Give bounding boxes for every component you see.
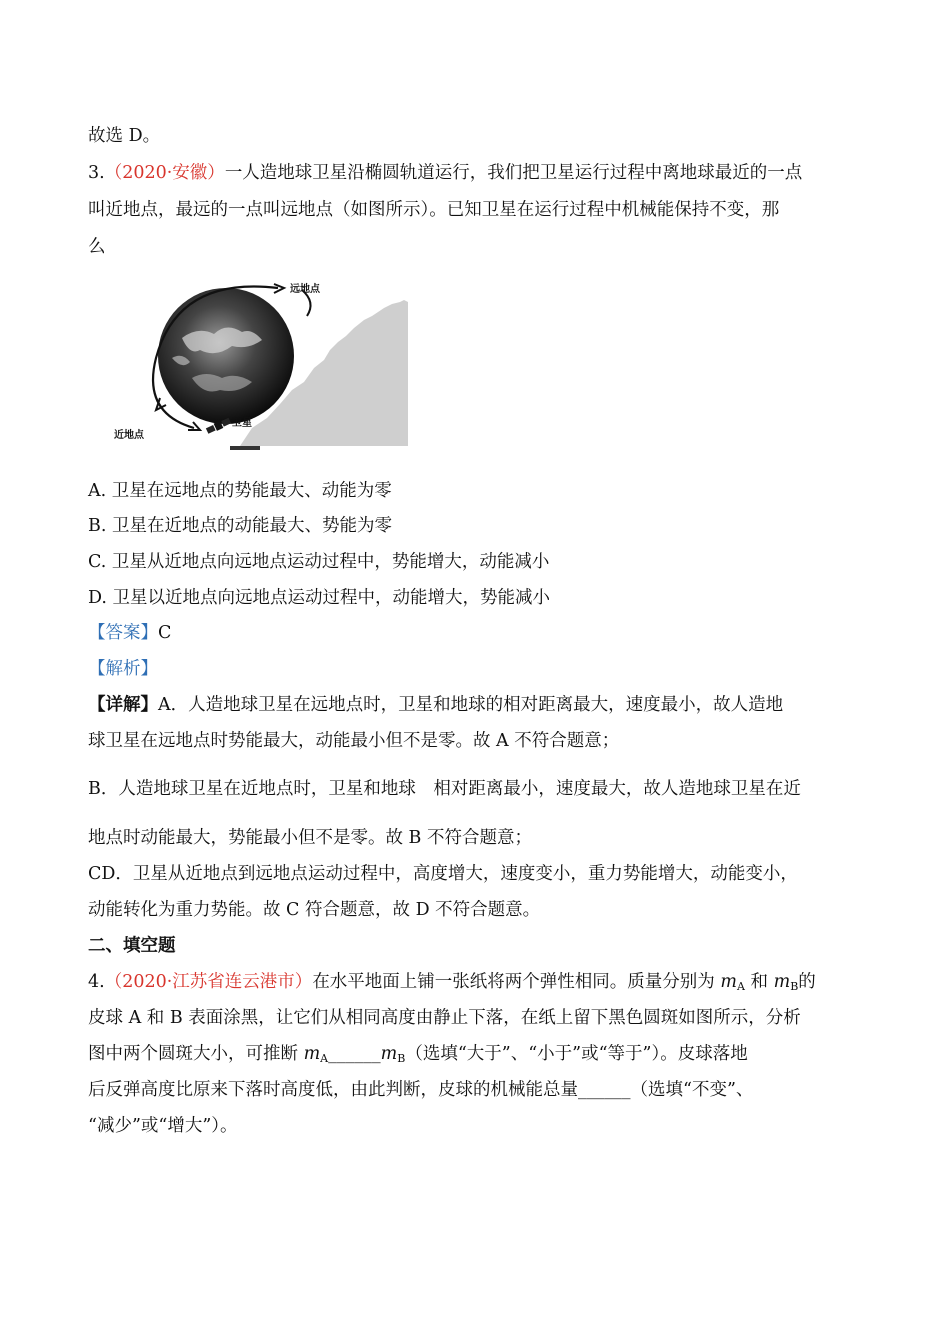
q4-number: 4.	[88, 972, 105, 992]
detail-text-1: A．人造地球卫星在远地点时，卫星和地球的相对距离最大，速度最小，故人造地	[158, 695, 784, 715]
mass-a-symbol-2: m	[303, 1044, 321, 1064]
answer-blank-2: ______	[578, 1080, 631, 1100]
previous-answer-conclusion: 故选 D。	[88, 126, 161, 146]
q4-line-1	[88, 970, 816, 999]
mass-a-subscript-2: A	[320, 1052, 329, 1065]
satellite-orbit-figure	[102, 278, 412, 450]
satellite-label: 卫星	[232, 418, 252, 429]
analysis-tag: 【解析】	[88, 659, 158, 679]
q3-stem-line-1	[88, 161, 802, 185]
mass-a-symbol: m	[720, 972, 737, 992]
mass-b-symbol-2: m	[380, 1044, 398, 1064]
q4-line-5: “减少”或“增大”）。	[88, 1116, 238, 1136]
section-title: 二、填空题	[88, 936, 176, 956]
satellite-orbit-diagram	[102, 278, 412, 450]
q3-answer	[88, 621, 171, 645]
near-point-label: 近地点	[114, 430, 144, 441]
detail-line-2: 球卫星在远地点时势能最大，动能最小但不是零。故 A 不符合题意；	[88, 731, 620, 751]
q4-source: （2020·江苏省连云港市）	[104, 972, 313, 992]
figure-bottom-mark	[230, 446, 260, 450]
q4-line-4	[88, 1078, 753, 1102]
detail-tag: 【详解】	[88, 695, 158, 715]
mass-b-subscript: B	[790, 980, 799, 993]
answer-blank-1: ______	[328, 1044, 381, 1064]
q4-text-1a: 在水平地面上铺一张纸将两个弹性相同。质量分别为	[312, 972, 721, 992]
q3-option-a: A. 卫星在远地点的势能最大、动能为零	[88, 481, 392, 501]
q4-text-1-end: 的	[798, 972, 816, 992]
q4-text-4b: （选填“不变”、	[630, 1080, 754, 1100]
q3-number: 3.	[88, 163, 105, 183]
q3-option-b: B. 卫星在近地点的动能最大、势能为零	[88, 516, 392, 536]
q4-line-3	[88, 1042, 748, 1071]
q4-text-1-and: 和	[744, 972, 774, 992]
q4-text-3b: （选填“大于”、“小于”或“等于”）。皮球落地	[405, 1044, 748, 1064]
q3-stem-line-3: 么	[88, 237, 106, 257]
detail-line-3: B．人造地球卫星在近地点时，卫星和地球 相对距离最小，速度最大，故人造地球卫星在近	[88, 779, 801, 799]
detail-line-4: 地点时动能最大，势能最小但不是零。故 B 不符合题意；	[88, 828, 532, 848]
mass-b-subscript-2: B	[397, 1052, 406, 1065]
q3-option-c: C. 卫星从近地点向远地点运动过程中，势能增大，动能减小	[88, 552, 550, 572]
detail-line-6: 动能转化为重力势能。故 C 符合题意，故 D 不符合题意。	[88, 900, 541, 920]
answer-tag: 【答案】	[88, 623, 158, 643]
q3-stem-line-2: 叫近地点，最远的一点叫远地点（如图所示）。已知卫星在运行过程中机械能保持不变，那	[88, 200, 780, 220]
answer-value: C	[158, 623, 172, 643]
far-point-label: 远地点	[290, 284, 320, 295]
q3-option-d: D. 卫星以近地点向远地点运动过程中，动能增大，势能减小	[88, 588, 551, 608]
q4-text-4a: 后反弹高度比原来下落时高度低，由此判断，皮球的机械能总量	[88, 1080, 578, 1100]
detail-line-5: CD．卫星从近地点到远地点运动过程中，高度增大，速度变小，重力势能增大，动能变小，	[88, 864, 798, 884]
q3-stem-text-1: 一人造地球卫星沿椭圆轨道运行，我们把卫星运行过程中离地球最近的一点	[224, 163, 803, 183]
q4-line-2: 皮球 A 和 B 表面涂黑，让它们从相同高度由静止下落，在纸上留下黑色圆斑如图所示，分析	[88, 1008, 801, 1028]
mass-b-symbol: m	[773, 972, 791, 992]
q3-source: （2020·安徽）	[104, 163, 225, 183]
q4-text-3a: 图中两个圆斑大小，可推断	[88, 1044, 304, 1064]
detail-line-1	[88, 693, 783, 717]
mass-a-subscript: A	[736, 980, 745, 993]
